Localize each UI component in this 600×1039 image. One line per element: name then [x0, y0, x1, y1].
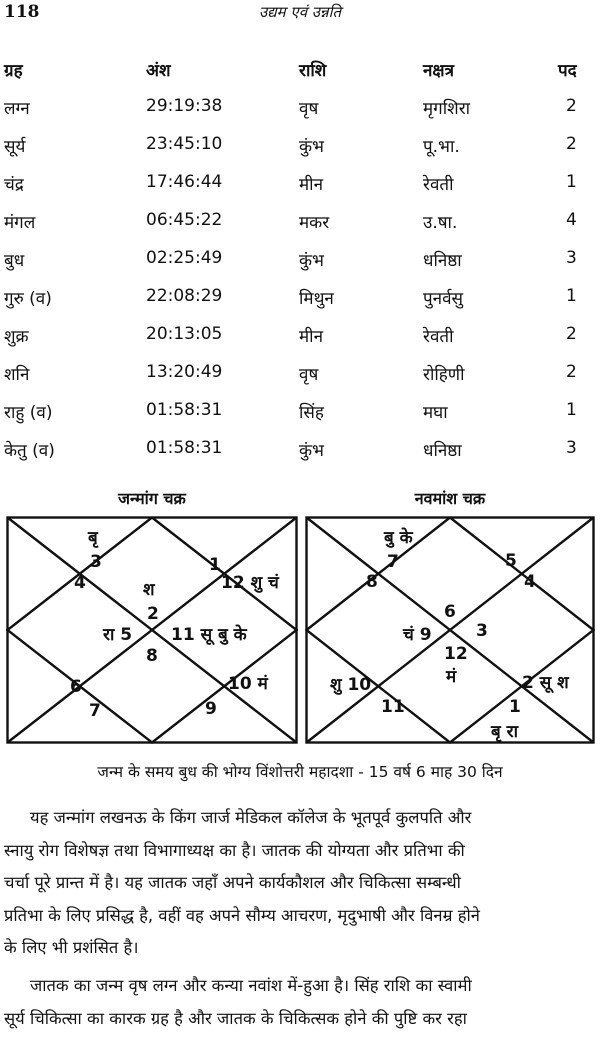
degree-cell: 22:08:29 — [146, 286, 223, 306]
degree-cell: 29:19:38 — [146, 96, 223, 116]
degree-cell: 17:46:44 — [146, 172, 223, 192]
table-row — [0, 172, 600, 210]
pada-cell: 1 — [566, 172, 577, 192]
degree-cell: 01:58:31 — [146, 438, 223, 458]
janmang-right-top-planets: 12 शु चं — [221, 573, 279, 593]
paragraph-line: स्नायु रोग विशेषज्ञ तथा विभागाध्यक्ष का है। जातक की योग्यता और प्रतिभा की — [4, 840, 465, 860]
nakshatra-cell: मृगशिरा — [423, 99, 471, 119]
janmang-center-planet: श — [143, 580, 155, 600]
header-degree: अंश — [146, 61, 171, 81]
house-number: 6 — [70, 677, 82, 697]
rashi-cell: कुंभ — [299, 251, 325, 271]
planet-cell: बुध — [4, 251, 25, 271]
house-number: 4 — [74, 573, 86, 593]
planet-cell: गुरु (व) — [4, 289, 52, 309]
pada-cell: 2 — [566, 362, 577, 382]
header-nakshatra: नक्षत्र — [423, 61, 455, 81]
rashi-cell: कुंभ — [299, 441, 325, 461]
planet-cell: शनि — [4, 365, 30, 385]
table-row — [0, 400, 600, 438]
planet-cell: शुक्र — [4, 327, 29, 347]
navamansh-chart — [305, 516, 595, 744]
paragraph-line: जातक का जन्म वृष लग्न और कन्या नवांश में-हुआ है। सिंह राशि का स्वामी — [30, 976, 472, 995]
degree-cell: 13:20:49 — [146, 362, 223, 382]
paragraph-line: सूर्य चिकित्सा का कारक ग्रह है और जातक के चिकित्सक होने की पुष्टि कर रहा — [4, 1008, 467, 1028]
navamansh-chart-title: नवमांश चक्र — [414, 489, 486, 508]
nakshatra-cell: रेवती — [423, 175, 454, 195]
degree-cell: 23:45:10 — [146, 134, 223, 154]
house-number: 8 — [146, 646, 158, 666]
planet-cell: केतु (व) — [4, 441, 55, 461]
table-row — [0, 210, 600, 248]
dasha-caption: जन्म के समय बुध की भोग्य विंशोत्तरी महादशा - 15 वर्ष 6 माह 30 दिन — [97, 763, 503, 781]
table-row — [0, 324, 600, 362]
house-number: 1 — [209, 555, 221, 575]
house-number: 1 — [509, 697, 521, 717]
page-number: 118 — [4, 2, 40, 22]
planet-cell: राहु (व) — [4, 403, 53, 423]
table-row — [0, 286, 600, 324]
janmang-chart-title: जन्मांग चक्र — [118, 489, 186, 508]
janmang-top-planets: बृ — [88, 528, 98, 548]
paragraph-line: के लिए भी प्रशंसित है। — [4, 938, 139, 957]
table-row — [0, 96, 600, 134]
rashi-cell: मिथुन — [299, 289, 334, 309]
rashi-cell: वृष — [299, 99, 319, 119]
degree-cell: 02:25:49 — [146, 248, 223, 268]
house-number: 3 — [476, 621, 488, 641]
table-row — [0, 362, 600, 400]
rashi-cell: मीन — [299, 327, 324, 347]
nakshatra-cell: रेवती — [423, 327, 454, 347]
nakshatra-cell: पुनर्वसु — [423, 289, 464, 309]
nakshatra-cell: रोहिणी — [423, 365, 465, 385]
nakshatra-cell: उ.षा. — [423, 213, 458, 233]
nakshatra-cell: धनिष्ठा — [423, 441, 462, 461]
degree-cell: 20:13:05 — [146, 324, 223, 344]
rashi-cell: कुंभ — [299, 137, 325, 157]
planet-cell: मंगल — [4, 213, 36, 233]
navamansh-bottom-planets: बृ रा — [491, 722, 518, 742]
navamansh-center-number: 12 — [444, 644, 468, 664]
lagna-sign-number: 2 — [147, 604, 159, 624]
nakshatra-cell: मघा — [423, 403, 448, 423]
janmang-right-mid-planets: 11 सू बु के — [171, 625, 247, 645]
planet-cell: लग्न — [4, 99, 30, 119]
house-number: 8 — [366, 572, 378, 592]
nakshatra-cell: पू.भा. — [423, 137, 460, 157]
header-rashi: राशि — [299, 61, 327, 81]
house-number: 4 — [524, 572, 536, 592]
pada-cell: 3 — [566, 248, 577, 268]
table-row — [0, 438, 600, 476]
degree-cell: 06:45:22 — [146, 210, 223, 230]
navamansh-left-bottom-planets: शु 10 — [330, 675, 372, 695]
table-row — [0, 134, 600, 172]
degree-cell: 01:58:31 — [146, 400, 223, 420]
planet-cell: सूर्य — [4, 137, 26, 157]
paragraph — [4, 802, 596, 965]
house-number: 9 — [205, 699, 217, 719]
paragraph — [4, 970, 596, 1035]
navamansh-top-planets: बु के — [384, 528, 413, 548]
paragraph-line: चर्चा पूरे प्रान्त में है। यह जातक जहाँ अपने कार्यकौशल और चिकित्सा सम्बन्धी — [4, 873, 461, 892]
header-pada: पद — [558, 61, 577, 81]
rashi-cell: सिंह — [299, 403, 324, 423]
navamansh-right-bottom-planets: 2 सू श — [522, 673, 569, 693]
house-number: 7 — [89, 701, 101, 721]
pada-cell: 2 — [566, 134, 577, 154]
paragraph-line: यह जन्मांग लखनऊ के किंग जार्ज मेडिकल कॉलेज के भूतपूर्व कुलपति और — [30, 808, 472, 827]
janmang-left-mid-planets: रा 5 — [103, 625, 133, 645]
pada-cell: 1 — [566, 400, 577, 420]
janmang-right-bottom-planets: 10 मं — [228, 674, 268, 694]
house-number: 5 — [505, 551, 517, 571]
pada-cell: 1 — [566, 286, 577, 306]
table-row — [0, 248, 600, 286]
pada-cell: 4 — [566, 210, 577, 230]
pada-cell: 2 — [566, 324, 577, 344]
running-title: उद्यम एवं उन्नति — [258, 3, 342, 21]
navamansh-center-planet: मं — [446, 667, 457, 687]
house-number: 7 — [387, 552, 399, 572]
paragraph-line: प्रतिभा के लिए प्रसिद्ध है, वहीं वह अपने सौम्य आचरण, मृदुभाषी और विनम्र होने — [4, 905, 480, 925]
planet-cell: चंद्र — [4, 175, 24, 195]
janmang-chart — [6, 516, 298, 744]
pada-cell: 2 — [566, 96, 577, 116]
rashi-cell: वृष — [299, 365, 319, 385]
house-number: 6 — [444, 602, 456, 622]
nakshatra-cell: धनिष्ठा — [423, 251, 462, 271]
pada-cell: 3 — [566, 438, 577, 458]
navamansh-left-mid-planets: चं 9 — [403, 625, 432, 645]
house-number: 11 — [381, 697, 405, 717]
rashi-cell: मकर — [299, 213, 330, 233]
house-number: 3 — [90, 552, 102, 572]
rashi-cell: मीन — [299, 175, 324, 195]
header-planet: ग्रह — [4, 61, 23, 81]
